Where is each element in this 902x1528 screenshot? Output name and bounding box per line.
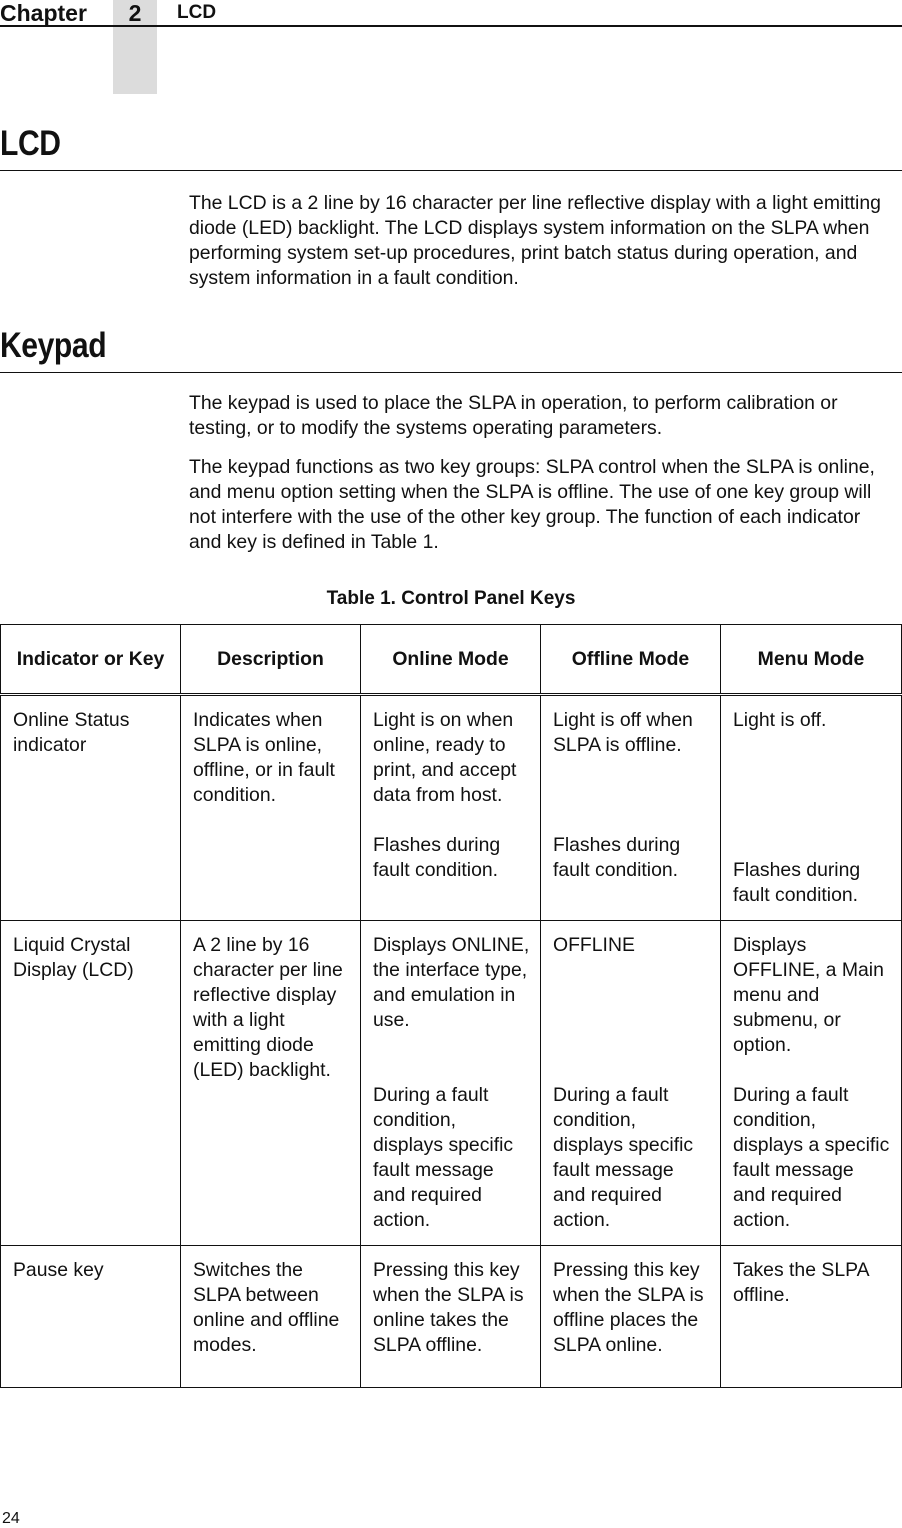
section-title-keypad: Keypad xyxy=(0,326,107,365)
header-menu-mode: Menu Mode xyxy=(721,625,902,695)
header-description: Description xyxy=(181,625,361,695)
cell-description: A 2 line by 16 character per line reflective display with a light emitting diode (LED) backlight. xyxy=(181,921,361,1246)
lcd-paragraph: The LCD is a 2 line by 16 character per line reflective display with a light emitting diode (LED) backlight. The LCD displays system information on the SLPA when performing system set-up procedures, print batch status during operation, and system information in a fault condition. xyxy=(189,192,881,289)
table-row xyxy=(1,1246,902,1388)
cell-indicator: Pause key xyxy=(1,1246,181,1388)
table-row xyxy=(1,695,902,921)
chapter-title: LCD xyxy=(177,2,217,23)
cell-menu-mode: Displays OFFLINE, a Main menu and submenu, or option. During a fault condition, displays a specific fault message and required action. xyxy=(721,921,902,1246)
keypad-paragraph-1: The keypad is used to place the SLPA in operation, to perform calibration or testing, or to modify the systems operating parameters. xyxy=(189,392,838,439)
header-indicator: Indicator or Key xyxy=(1,625,181,695)
cell-description: Switches the SLPA between online and offline modes. xyxy=(181,1246,361,1388)
cell-menu-mode: Light is off. Flashes during fault condition. xyxy=(721,695,902,921)
page-number: 24 xyxy=(2,1510,20,1527)
table-caption: Table 1. Control Panel Keys xyxy=(326,588,576,609)
section-title-lcd: LCD xyxy=(0,124,61,163)
cell-indicator: Online Status indicator xyxy=(1,695,181,921)
cell-indicator: Liquid Crystal Display (LCD) xyxy=(1,921,181,1246)
cell-offline-mode: OFFLINE During a fault condition, displays specific fault message and required action. xyxy=(541,921,721,1246)
cell-description: Indicates when SLPA is online, offline, or in fault condition. xyxy=(181,695,361,921)
chapter-label: Chapter xyxy=(0,0,87,26)
cell-offline-mode: Light is off when SLPA is offline. Flashes during fault condition. xyxy=(541,695,721,921)
keypad-paragraph-2: The keypad functions as two key groups: SLPA control when the SLPA is online, and menu option setting when the SLPA is offline. The use of one key group will not interfere with the use of the other key group. The function of each indicator and key is defined in Table 1. xyxy=(189,456,875,553)
cell-online-mode: Light is on when online, ready to print, and accept data from host. Flashes during fault condition. xyxy=(361,695,541,921)
cell-online-mode: Displays ONLINE, the interface type, and emulation in use. During a fault condition, displays specific fault message and required action. xyxy=(361,921,541,1246)
section-rule-lcd xyxy=(0,170,902,171)
chapter-number: 2 xyxy=(128,0,142,26)
cell-offline-mode: Pressing this key when the SLPA is offline places the SLPA online. xyxy=(541,1246,721,1388)
header-rule xyxy=(0,25,902,27)
chapter-tab xyxy=(113,0,157,94)
section-rule-keypad xyxy=(0,372,902,373)
cell-menu-mode: Takes the SLPA offline. xyxy=(721,1246,902,1388)
table-header-row xyxy=(1,625,902,695)
control-panel-keys-table xyxy=(0,624,902,1388)
table-row xyxy=(1,921,902,1246)
header-online-mode: Online Mode xyxy=(361,625,541,695)
cell-online-mode: Pressing this key when the SLPA is online takes the SLPA offline. xyxy=(361,1246,541,1388)
header-offline-mode: Offline Mode xyxy=(541,625,721,695)
